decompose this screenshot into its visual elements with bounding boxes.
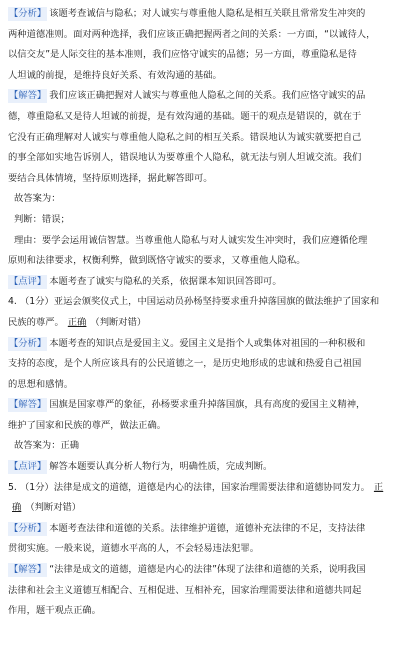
answer-blank-cont: 确 <box>12 502 22 514</box>
analysis-tag: 【分析】 <box>9 8 47 19</box>
analysis-tag: 【分析】 <box>9 337 47 349</box>
answer-tag: 【解答】 <box>9 399 47 411</box>
q3-comment: 【点评】 本题考查了诚实与隐私的关系，依据课本知识回答即可。 <box>9 275 282 287</box>
answer-tag: 【解答】 <box>9 90 47 102</box>
question-5: 5. （1分）法律是成文的道德，道德是内心的法律，国家治理需要法律和道德协同发力。 正 确 （判断对错） 【分析】 本题考查法律和道德的关系。法律维护道德，道德补充法律的不足，支持法律 贯彻实施。一般来说，道德水平高的人，不会轻易违法犯罪。 【解答】 “法律是成文的道德，道德是内心的法律”体现了法律和道德的关系，说明我国 法律和社会主义道德互相配合、互相促进、互相补充，国家治理需要法律和道德共同起 作用，题干观点正确。 <box>8 478 404 622</box>
answer-blank: 正确 <box>67 316 87 328</box>
analysis-tag: 【分析】 <box>9 522 47 534</box>
question-number: 5. <box>8 481 17 493</box>
question-number: 4. <box>8 296 17 308</box>
comment-tag: 【点评】 <box>9 461 47 473</box>
q3-answer: 【解答】 我们应该正确把握对人诚实与尊重他人隐私之间的关系。我们应恪守诚实的品 德，尊重隐私又是待人坦诚的前提，是有效沟通的基础。题干的观点是错误的，就在于 它没有正确理解对人诚实与尊重他人隐私之间的相互关系。错误地认为诚实就要把自己 的事全部如实地告诉别人，错误地认为要尊重个人隐私，就无法与别人坦诚交流。我们 要结合具体情境，坚持原则选择，据此解答即可。 <box>8 90 366 184</box>
q3-final-answer: 故答案为： 判断：错误； 理由：要学会运用诚信智慧。当尊重他人隐私与对人诚实发生冲突时，我们应遵循伦理 原则和法律要求，权衡利弊，做到既恪守诚实的要求，又尊重他人隐私。 <box>8 193 368 267</box>
answer-tag: 【解答】 <box>9 564 47 576</box>
q3-analysis: 【分析】 该题考查诚信与隐私；对人诚实与尊重他人隐私是相互关联且常常发生冲突的 两种道德准则。面对两种选择，我们应该正确把握两者之间的关系：一方面，“以诚待人， 以信交友”是人际交往的基本准则，我们应恪守诚实的品德；另一方面，尊重隐私是待 人坦诚的前提，是维持良好关系、有效沟通的基础。 <box>8 8 376 81</box>
comment-tag: 【点评】 <box>9 275 47 287</box>
answer-blank: 正 <box>373 481 384 493</box>
question-4: 4. （1分）亚运会颁奖仪式上，中国运动员孙杨坚持要求重升掉落国旗的做法维护了国家和 民族的尊严。 正确 （判断对错） 【分析】 本题考查的知识点是爱国主义。爱国主义是指个人或集体对祖国的一种积极和 支持的态度，是个人所应该具有的公民道德之一，是历史地形成的忠诚和热爱自己祖国 的思想和感情。 【解答】 国旗是国家尊严的象征，孙杨要求重升掉落国旗，具有高度的爱国主义精神， 维护了国家和民族的尊严，做法正确。 故答案为：正确 【点评】 解答本题要认真分析人物行为，明确性质，完成判断。 <box>8 292 404 477</box>
